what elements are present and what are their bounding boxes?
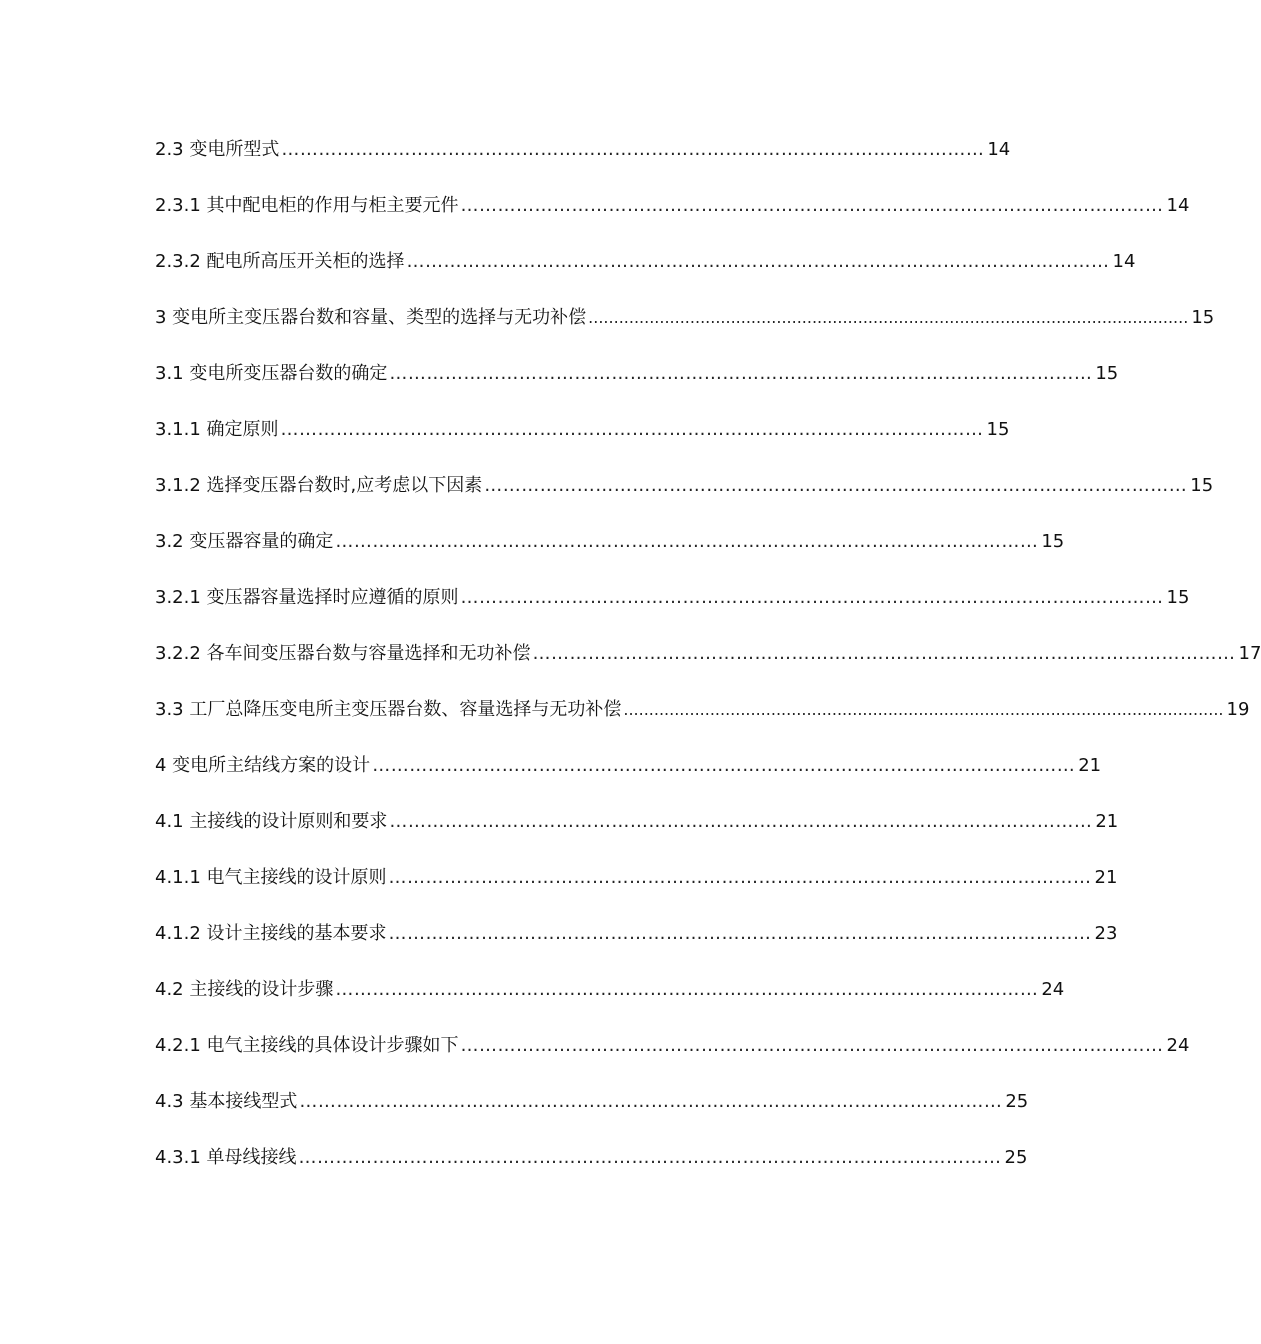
toc-entry[interactable] [155, 976, 1065, 1004]
toc-entry-title: 4.3 基本接线型式 [155, 1091, 298, 1112]
toc-entry-page: 14 [987, 139, 1011, 160]
toc-entry[interactable] [155, 808, 1119, 836]
toc-entry[interactable] [155, 192, 1190, 220]
toc-entry-page: 17 [1238, 643, 1261, 664]
toc-leader: …………………………………………………………………………………………………… [388, 923, 1092, 944]
toc-entry-title: 2.3.2 配电所高压开关柜的选择 [155, 251, 405, 272]
toc-entry-title: 3.1.2 选择变压器台数时,应考虑以下因素 [155, 475, 483, 496]
toc-entry-page: 19 [1226, 699, 1250, 720]
toc-entry-page: 25 [1004, 1147, 1028, 1168]
toc-entry-page: 21 [1078, 755, 1102, 776]
toc-entry-page: 21 [1094, 867, 1118, 888]
toc-entry-title: 3.1 变电所变压器台数的确定 [155, 363, 388, 384]
toc-entry-page: 15 [1191, 307, 1215, 328]
toc-leader: …………………………………………………………………………………………………… [388, 867, 1092, 888]
toc-leader: …………………………………………………………………………………………………… [484, 475, 1188, 496]
toc-entry[interactable] [155, 360, 1119, 388]
toc-entry[interactable] [155, 1088, 1029, 1116]
toc-entry-title: 4.1.1 电气主接线的设计原则 [155, 867, 387, 888]
toc-leader: …………………………………………………………………………………………………… [389, 363, 1093, 384]
toc-leader: ...................................................................................................................... [623, 700, 1224, 719]
toc-entry[interactable] [155, 304, 1215, 332]
toc-entry-title: 4.2 主接线的设计步骤 [155, 979, 334, 1000]
toc-leader: …………………………………………………………………………………………………… [460, 587, 1164, 608]
toc-leader: …………………………………………………………………………………………………… [460, 195, 1164, 216]
toc-entry[interactable] [155, 752, 1102, 780]
toc-leader: …………………………………………………………………………………………………… [532, 643, 1236, 664]
toc-entry-title: 4.3.1 单母线接线 [155, 1147, 297, 1168]
toc-entry[interactable] [155, 696, 1250, 724]
toc-entry-page: 14 [1166, 195, 1190, 216]
toc-leader: …………………………………………………………………………………………………… [299, 1091, 1003, 1112]
toc-entry-page: 15 [1041, 531, 1065, 552]
toc-leader: …………………………………………………………………………………………………… [460, 1035, 1164, 1056]
toc-leader: …………………………………………………………………………………………………… [335, 979, 1039, 1000]
toc-entry-title: 3.3 工厂总降压变电所主变压器台数、容量选择与无功补偿 [155, 699, 622, 720]
toc-entry-page: 21 [1095, 811, 1119, 832]
toc-entry-page: 24 [1041, 979, 1065, 1000]
toc-entry-page: 25 [1005, 1091, 1029, 1112]
toc-entry-title: 3 变电所主变压器台数和容量、类型的选择与无功补偿 [155, 307, 587, 328]
toc-leader: …………………………………………………………………………………………………… [406, 251, 1110, 272]
toc-leader: ...................................................................................................................... [588, 308, 1189, 327]
toc-entry-page: 15 [1190, 475, 1214, 496]
toc-entry[interactable] [155, 1032, 1190, 1060]
toc-entry-title: 4 变电所主结线方案的设计 [155, 755, 371, 776]
toc-entry[interactable] [155, 416, 1010, 444]
toc-leader: …………………………………………………………………………………………………… [281, 139, 985, 160]
toc-entry-page: 15 [1166, 587, 1190, 608]
toc-entry-title: 2.3 变电所型式 [155, 139, 280, 160]
toc-entry-title: 3.2 变压器容量的确定 [155, 531, 334, 552]
toc-entry[interactable] [155, 584, 1190, 612]
toc-leader: …………………………………………………………………………………………………… [280, 419, 984, 440]
toc-entry-title: 3.1.1 确定原则 [155, 419, 279, 440]
toc-leader: …………………………………………………………………………………………………… [389, 811, 1093, 832]
toc-entry[interactable] [155, 528, 1065, 556]
toc-entry[interactable] [155, 472, 1214, 500]
toc-leader: …………………………………………………………………………………………………… [298, 1147, 1002, 1168]
toc-entry-page: 24 [1166, 1035, 1190, 1056]
toc-entry-title: 3.2.2 各车间变压器台数与容量选择和无功补偿 [155, 643, 531, 664]
toc-entry[interactable] [155, 920, 1118, 948]
toc-entry-title: 4.2.1 电气主接线的具体设计步骤如下 [155, 1035, 459, 1056]
toc-entry[interactable] [155, 1144, 1028, 1172]
toc-entry-title: 4.1.2 设计主接线的基本要求 [155, 923, 387, 944]
toc-entry[interactable] [155, 640, 1261, 668]
toc-entry[interactable] [155, 248, 1136, 276]
toc-entry-page: 23 [1094, 923, 1118, 944]
toc-entry-page: 15 [1095, 363, 1119, 384]
toc-entry[interactable] [155, 864, 1118, 892]
toc-entry[interactable] [155, 136, 1011, 164]
toc-entry-page: 15 [986, 419, 1010, 440]
toc-entry-title: 4.1 主接线的设计原则和要求 [155, 811, 388, 832]
toc-leader: …………………………………………………………………………………………………… [335, 531, 1039, 552]
toc-entry-page: 14 [1112, 251, 1136, 272]
toc-entry-title: 2.3.1 其中配电柜的作用与柜主要元件 [155, 195, 459, 216]
toc-entry-title: 3.2.1 变压器容量选择时应遵循的原则 [155, 587, 459, 608]
toc-leader: …………………………………………………………………………………………………… [372, 755, 1076, 776]
